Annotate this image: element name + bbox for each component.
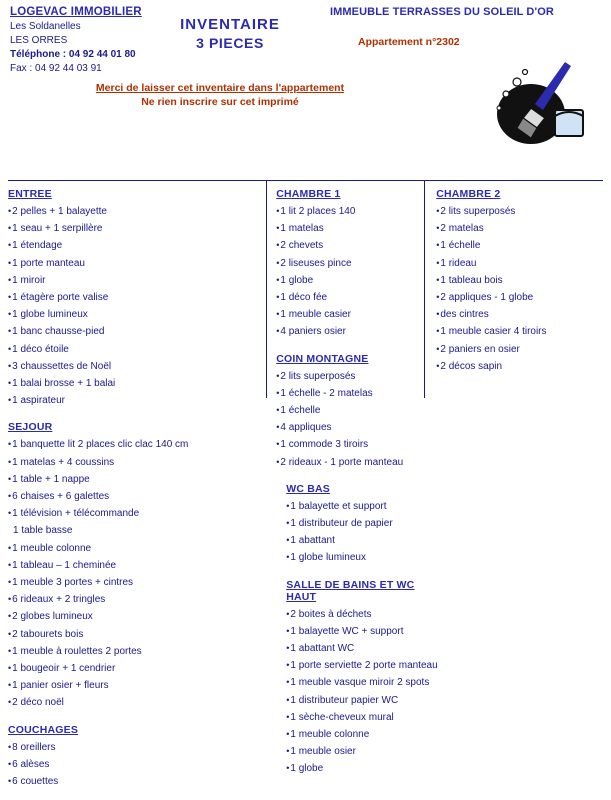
list-item: • 1 seau + 1 serpillère — [8, 220, 258, 237]
list-item: • 2 globes lumineux — [8, 608, 258, 625]
list-item: • 1 commode 3 tiroirs — [276, 436, 424, 453]
list-item: • 1 matelas — [276, 220, 424, 237]
list-item: • 2 paniers en osier — [436, 341, 603, 358]
list-item: • 6 couettes — [8, 773, 258, 790]
list-item: • 1 échelle — [436, 237, 603, 254]
list-item: • 1 étendage — [8, 237, 258, 254]
list-item: • 2 boites à déchets — [286, 606, 424, 623]
section-chambre-2 — [436, 188, 603, 375]
list-item: • 2 décos sapin — [436, 358, 603, 375]
list-item: • 1 meuble à roulettes 2 portes — [8, 643, 258, 660]
item-list-salle-de-bains — [286, 606, 438, 778]
list-item: • 1 porte serviette 2 porte manteau — [286, 657, 424, 674]
item-list-chambre-2 — [436, 203, 603, 375]
list-item: • 1 aspirateur — [8, 392, 258, 409]
list-item: • 6 rideaux + 2 tringles — [8, 591, 258, 608]
list-item: • 2 lits superposés — [276, 368, 424, 385]
title-line-2: 3 PIECES — [196, 35, 264, 51]
list-item: • 2 pelles + 1 balayette — [8, 203, 258, 220]
list-item: • 1 porte manteau — [8, 255, 258, 272]
document-header — [0, 0, 611, 120]
list-item: • 1 déco fée — [276, 289, 424, 306]
list-item: • 1 bougeoir + 1 cendrier — [8, 660, 258, 677]
list-item: • 1 balai brosse + 1 balai — [8, 375, 258, 392]
agency-phone: Téléphone : 04 92 44 01 80 — [10, 49, 136, 60]
item-list-coin-montagne — [276, 368, 424, 471]
list-item: • 1 meuble colonne — [286, 726, 424, 743]
list-item: • 1 balayette WC + support — [286, 623, 424, 640]
section-sejour — [8, 421, 258, 711]
list-item: • 1 échelle — [276, 402, 424, 419]
list-item: • 1 globe lumineux — [286, 549, 424, 566]
column-right — [424, 188, 603, 800]
list-item: • 1 balayette et support — [286, 498, 424, 515]
notice-line-1: Merci de laisser cet inventaire dans l'appartement — [95, 82, 345, 94]
list-item: • 1 sèche-cheveux mural — [286, 709, 424, 726]
list-item: • 2 chevets — [276, 237, 424, 254]
list-item: • 1 déco étoile — [8, 341, 258, 358]
list-item: • 1 abattant — [286, 532, 424, 549]
section-title-sejour: SEJOUR — [8, 421, 53, 434]
list-item: • 1 meuble colonne — [8, 540, 258, 557]
item-list-entree — [8, 203, 258, 409]
column-middle — [266, 188, 438, 800]
list-item: • 1 distributeur papier WC — [286, 692, 424, 709]
agency-address-line-1: Les Soldanelles — [10, 21, 81, 32]
item-list-chambre-1 — [276, 203, 424, 341]
list-item: • des cintres — [436, 306, 603, 323]
list-item: 1 table basse — [13, 525, 73, 537]
list-item: • 1 télévision + télécommande — [8, 505, 258, 522]
item-list-sejour — [8, 436, 258, 711]
list-item: • 1 globe — [276, 272, 424, 289]
list-item: • 6 chaises + 6 galettes — [8, 488, 258, 505]
section-coin-montagne — [276, 353, 424, 471]
list-item: • 2 matelas — [436, 220, 603, 237]
list-item: • 1 globe lumineux — [8, 306, 258, 323]
list-item: • 1 distributeur de papier — [286, 515, 424, 532]
agency-address-line-2: LES ORRES — [10, 35, 68, 46]
section-title-wc-bas: WC BAS — [286, 482, 330, 495]
inventory-columns — [8, 188, 603, 800]
list-item: • 2 liseuses pince — [276, 255, 424, 272]
item-list-wc-bas — [286, 498, 424, 567]
title-line-1: INVENTAIRE — [180, 16, 280, 33]
item-list-couchages — [8, 739, 258, 791]
list-item: • 1 table + 1 nappe — [8, 471, 258, 488]
section-title-chambre-1: CHAMBRE 1 — [276, 188, 341, 200]
list-item: • 3 chaussettes de Noël — [8, 358, 258, 375]
notice-block — [0, 82, 440, 108]
list-item: • 2 tabourets bois — [8, 626, 258, 643]
list-item: • 1 meuble vasque miroir 2 spots — [286, 674, 424, 691]
list-item: • 1 abattant WC — [286, 640, 424, 657]
agency-block — [10, 6, 310, 74]
list-item: • 1 meuble casier 4 tiroirs — [436, 323, 603, 340]
section-chambre-1 — [276, 188, 424, 341]
section-couchages — [8, 724, 258, 791]
section-wc-bas — [276, 483, 424, 567]
list-item: • 1 meuble osier — [286, 743, 424, 760]
section-title-couchages: COUCHAGES — [8, 723, 79, 736]
list-item: • 2 appliques - 1 globe — [436, 289, 603, 306]
list-item: • 8 oreillers — [8, 739, 258, 756]
building-block — [330, 6, 590, 48]
building-name: IMMEUBLE TERRASSES DU SOLEIL D'OR — [330, 6, 554, 18]
section-title-chambre-2: CHAMBRE 2 — [436, 188, 501, 200]
list-item: • 6 alèses — [8, 756, 258, 773]
section-title-salle-de-bains: SALLE DE BAINS ET WC HAUT — [286, 578, 415, 603]
housekeeping-broom-bucket-icon — [473, 56, 593, 148]
agency-name: LOGEVAC IMMOBILIER — [10, 6, 142, 18]
list-item: • 1 tableau bois — [436, 272, 603, 289]
notice-line-2: Ne rien inscrire sur cet imprimé — [141, 96, 299, 108]
list-item: • 1 échelle - 2 matelas — [276, 385, 424, 402]
section-salle-de-bains — [276, 578, 438, 778]
list-item: • 4 appliques — [276, 419, 424, 436]
section-entree — [8, 188, 258, 409]
list-item: • 2 lits superposés — [436, 203, 603, 220]
section-title-coin-montagne: COIN MONTAGNE — [276, 352, 369, 365]
list-item: • 1 matelas + 4 coussins — [8, 454, 258, 471]
list-item: • 1 tableau – 1 cheminée — [8, 557, 258, 574]
list-item: • 1 étagère porte valise — [8, 289, 258, 306]
list-item: • 1 panier osier + fleurs — [8, 677, 258, 694]
list-item: • 1 meuble casier — [276, 306, 424, 323]
list-item: • 1 meuble 3 portes + cintres — [8, 574, 258, 591]
list-item: • 2 déco noël — [8, 694, 258, 711]
list-item: • 1 globe — [286, 760, 424, 777]
agency-fax: Fax : 04 92 44 03 91 — [10, 63, 102, 74]
header-divider — [8, 180, 603, 181]
list-item: • 4 paniers osier — [276, 323, 424, 340]
list-item: • 2 rideaux - 1 porte manteau — [276, 454, 424, 471]
list-item: • 1 miroir — [8, 272, 258, 289]
list-item: • 1 lit 2 places 140 — [276, 203, 424, 220]
list-item: • 1 rideau — [436, 255, 603, 272]
apartment-number: Appartement n°2302 — [358, 36, 460, 48]
list-item: • 1 banc chausse-pied — [8, 323, 258, 340]
list-item: • 1 banquette lit 2 places clic clac 140 cm — [8, 436, 258, 453]
column-left — [8, 188, 266, 800]
section-title-entree: ENTREE — [8, 188, 52, 200]
